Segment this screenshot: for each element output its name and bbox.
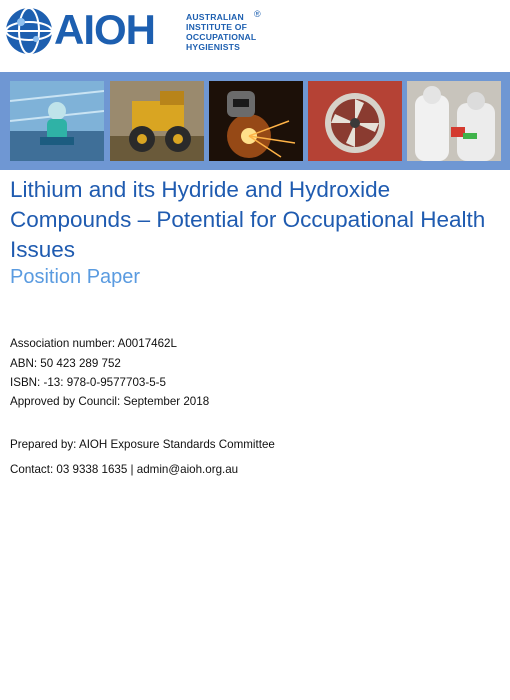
approval-date: Approved by Council: September 2018 <box>10 395 210 408</box>
protective-suit-worker-photo <box>10 81 104 161</box>
logo-org-line: AUSTRALIAN <box>186 12 244 22</box>
document-subtitle: Position Paper <box>10 266 141 288</box>
logo-org-line: OCCUPATIONAL <box>186 32 257 42</box>
prepared-by: Prepared by: AIOH Exposure Standards Committee <box>10 438 275 451</box>
logo-org-line: INSTITUTE OF <box>186 22 248 32</box>
registered-mark: ® <box>254 9 261 19</box>
photo-banner <box>0 72 510 170</box>
logo-org-line: HYGIENISTS <box>186 42 241 52</box>
mining-truck-photo <box>110 81 204 161</box>
association-number: Association number: A0017462L <box>10 337 177 350</box>
abn: ABN: 50 423 289 752 <box>10 357 121 370</box>
industrial-fan-photo <box>308 81 402 161</box>
welder-sparks-photo <box>209 81 303 161</box>
isbn: ISBN: -13: 978-0-9577703-5-5 <box>10 376 166 389</box>
document-title: Lithium and its Hydride and Hydroxide Compounds – Potential for Occupational Health Issues <box>10 177 486 262</box>
logo-wordmark: AIOH <box>54 6 155 53</box>
contact-details: Contact: 03 9338 1635 | admin@aioh.org.au <box>10 463 239 476</box>
logo-organisation-name <box>186 12 256 52</box>
hazmat-workers-photo <box>407 81 501 161</box>
aioh-logo <box>4 6 274 56</box>
globe-icon <box>4 6 54 56</box>
